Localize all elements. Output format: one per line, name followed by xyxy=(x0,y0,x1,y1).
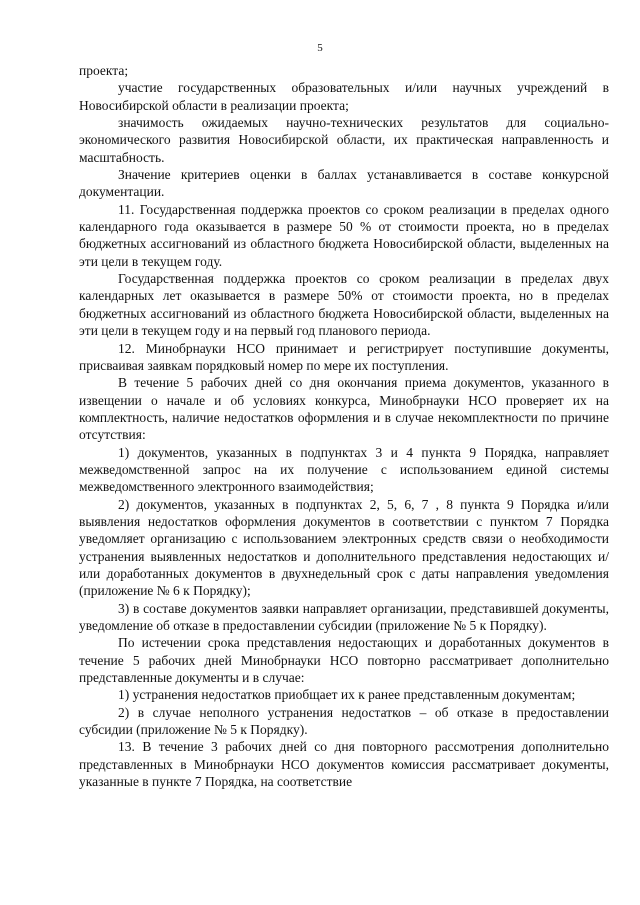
paragraph: 1) документов, указанных в подпунктах 3 и 4 пункта 9 Порядка, направляет межведомственной запрос на их получение с использованием единой системы межведомственного электронного взаимодействия; xyxy=(79,444,609,495)
paragraph: 13. В течение 3 рабочих дней со дня повторного рассмотрения дополнительно представленных в Минобрнауки НСО документов комиссия рассматривает документы, указанные в пункте 7 Порядка, на соответствие xyxy=(79,739,609,790)
paragraph: 2) в случае неполного устранения недостатков – об отказе в предоставлении субсидии (приложение № 5 к Порядку). xyxy=(79,704,609,738)
paragraph: 2) документов, указанных в подпунктах 2, 5, 6, 7 , 8 пункта 9 Порядка и/или выявления недостатков оформления документов в соответствии с пунктом 7 Порядка уведомляет организацию с использованием электронных средств связи о необходимости устранения выявленных недостатков и дополнительного представления недостающих и/или доработанных документов в двухнедельный срок с даты направления уведомления (приложение № 6 к Порядку); xyxy=(79,496,609,599)
paragraph: 3) в составе документов заявки направляет организации, представившей документы, уведомление об отказе в предоставлении субсидии (приложение № 5 к Порядку). xyxy=(79,600,609,633)
paragraph: По истечении срока представления недостающих и доработанных документов в течение 5 рабочих дней Минобрнауки НСО повторно рассматривает дополнительно представленные документы и в случае: xyxy=(79,635,609,686)
paragraph: 11. Государственная поддержка проектов со сроком реализации в пределах одного календарного года оказывается в размере 50 % от стоимости проекта, но в пределах бюджетных ассигнований из областного бюджета Новосибирской области, выделенных на эти цели в текущем году. xyxy=(79,201,609,269)
paragraph: участие государственных образовательных и/или научных учреждений в Новосибирской области в реализации проекта; xyxy=(79,80,609,113)
paragraph: 1) устранения недостатков приобщает их к ранее представленным документам; xyxy=(118,687,576,703)
paragraph: значимость ожидаемых научно-технических результатов для социально-экономического развития Новосибирской области, их практическая направленность и масштабность. xyxy=(79,115,609,165)
paragraph: Государственная поддержка проектов со сроком реализации в пределах двух календарных лет оказывается в размере 50% от стоимости проекта, но в пределах бюджетных ассигнований из областного бюджета Новосибирской области, выделенных на эти цели в текущем году и на первый год планового периода. xyxy=(79,271,609,339)
paragraph: 12. Минобрнауки НСО принимает и регистрирует поступившие документы, присваивая заявкам порядковый номер по мере их поступления. xyxy=(79,340,609,373)
paragraph: Значение критериев оценки в баллах устанавливается в составе конкурсной документации. xyxy=(79,167,609,200)
paragraph: В течение 5 рабочих дней со дня окончания приема документов, указанного в извещении о начале и об условиях конкурса, Минобрнауки НСО проверяет их на комплектность, наличие недостатков оформления и в случае некомплектности по причине отсутствия: xyxy=(79,375,609,443)
paragraph: проекта; xyxy=(79,63,129,78)
document-body xyxy=(79,62,609,790)
page-number: 5 xyxy=(317,42,323,54)
